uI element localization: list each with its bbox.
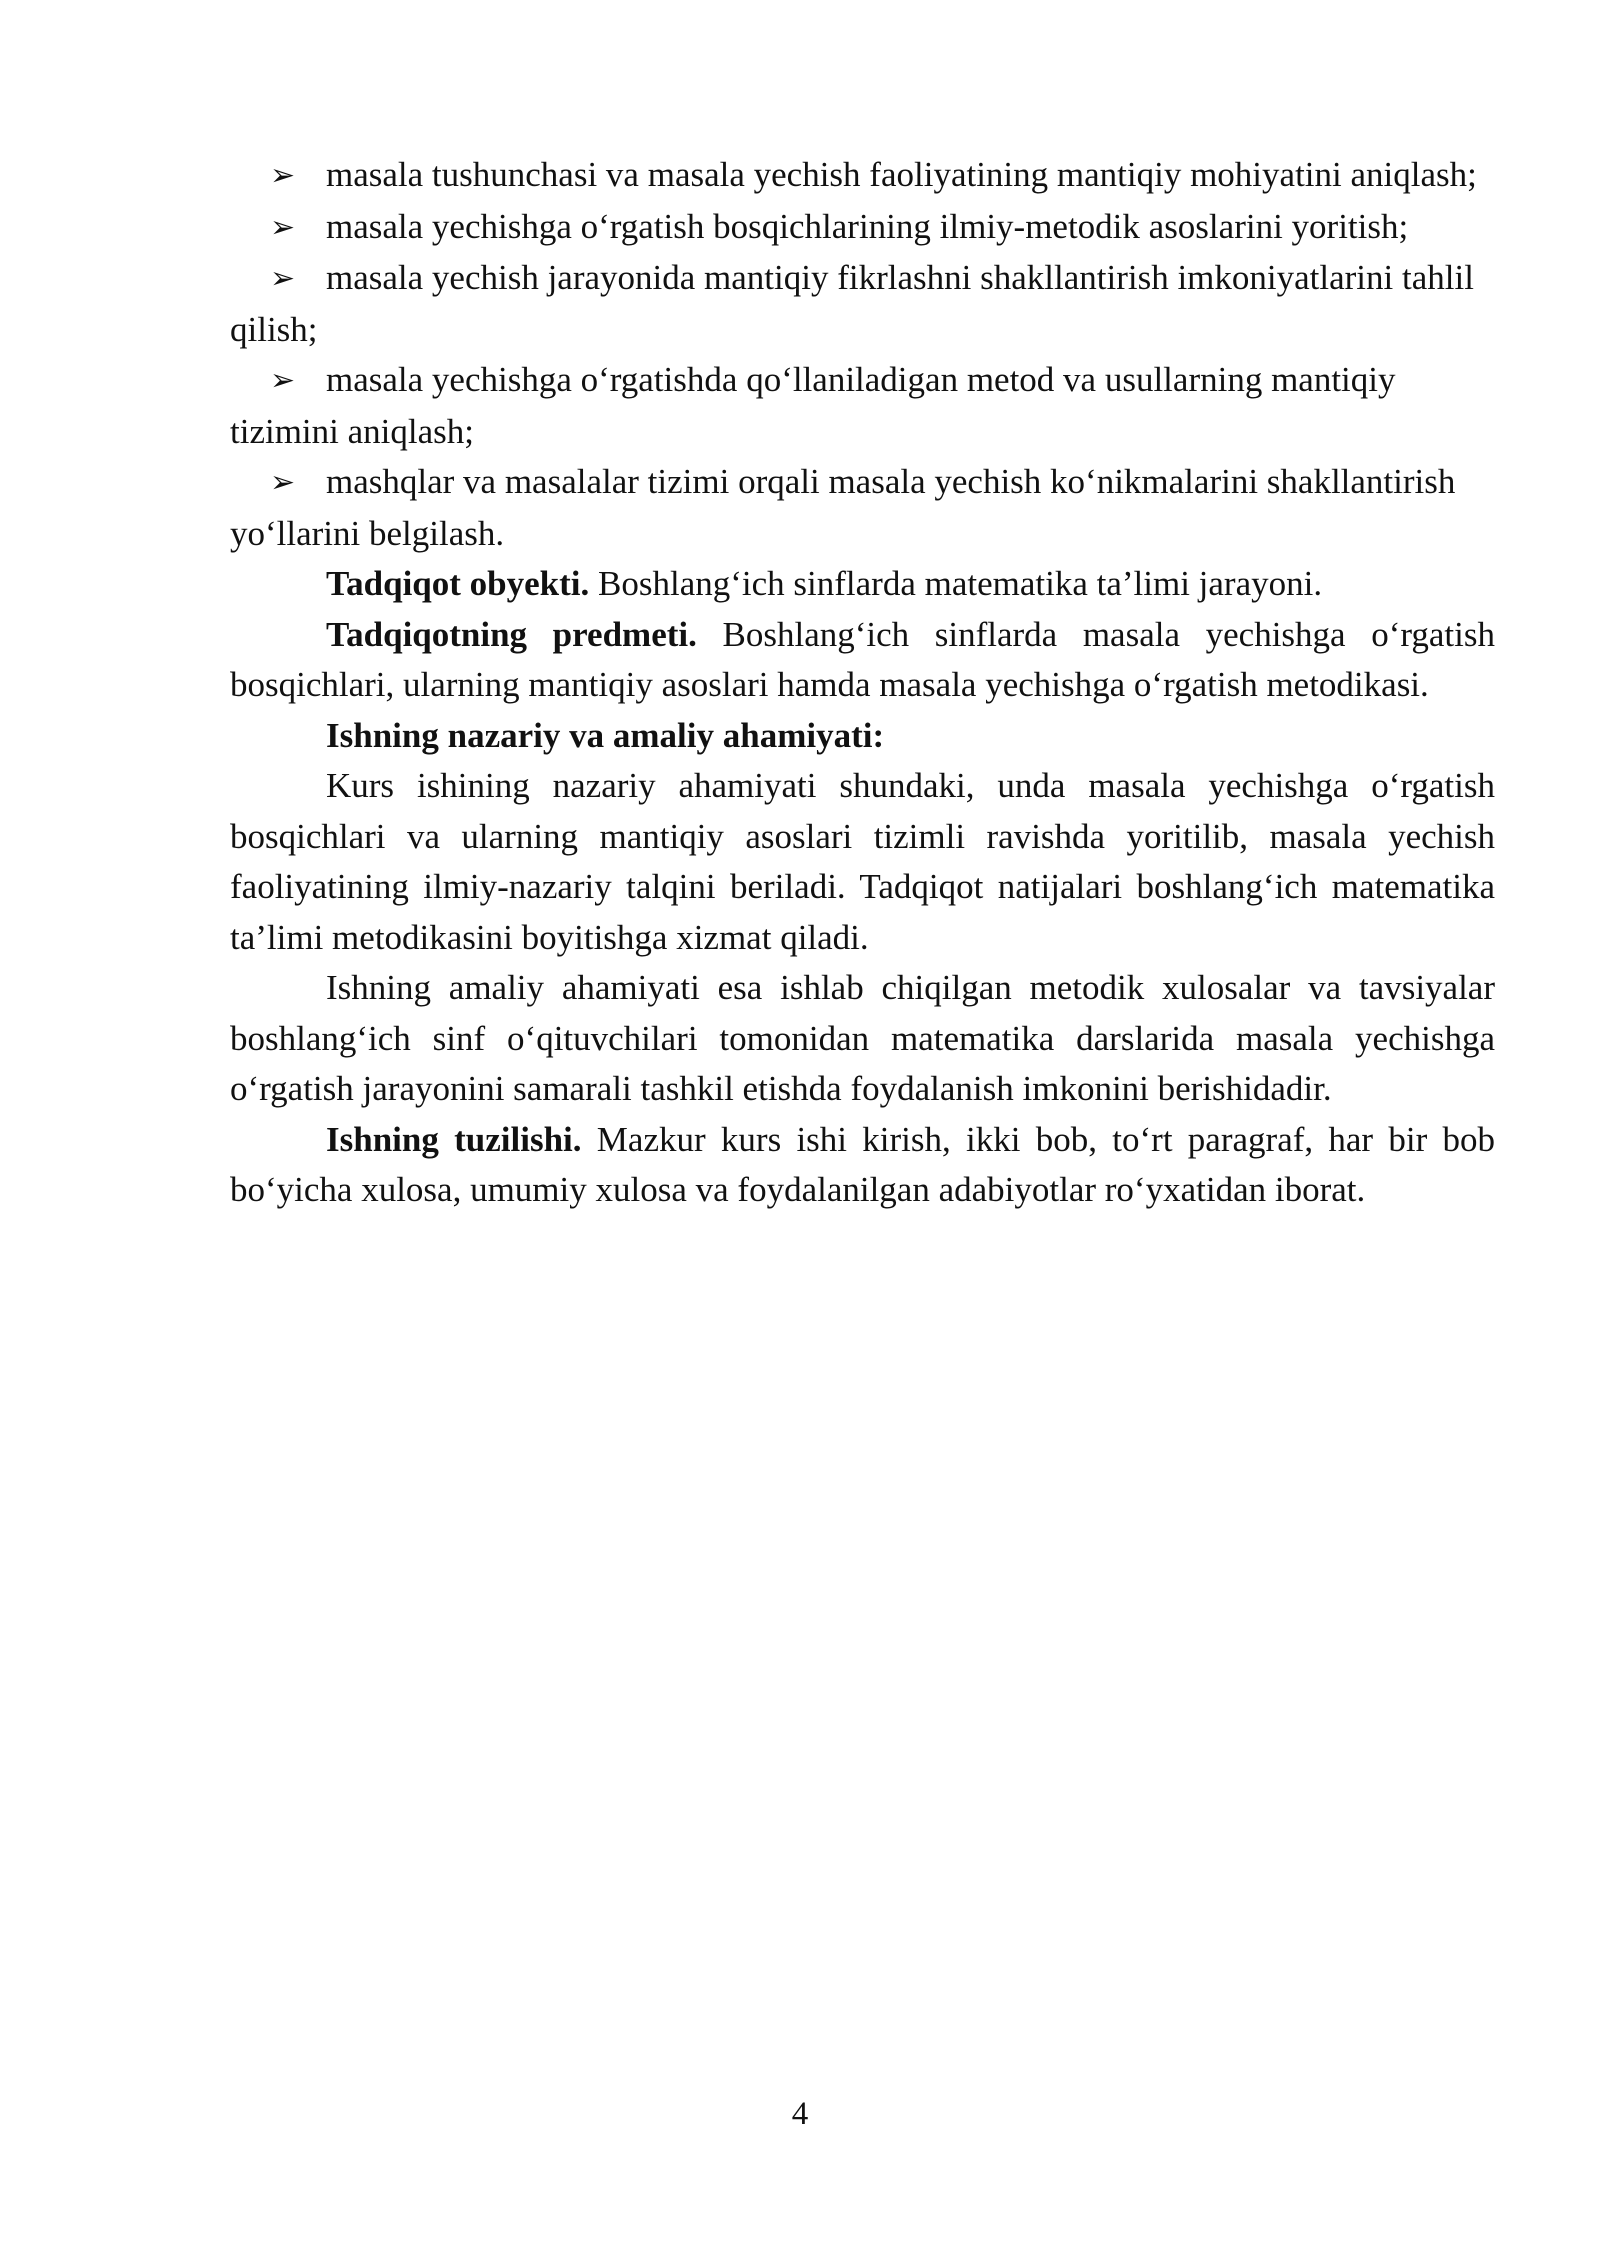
task-list-item (230, 355, 1495, 457)
task-list-item (230, 150, 1495, 202)
page-number: 4 (791, 2096, 809, 2132)
significance-heading: Ishning nazariy va amaliy ahamiyati: (326, 715, 885, 755)
research-object-heading: Tadqiqot obyekti. (326, 564, 590, 603)
arrowhead-bullet-icon: ➢ (270, 465, 296, 500)
work-structure-paragraph (230, 1115, 1495, 1216)
task-list-item-text: masala yechish jarayonida mantiqiy fikrlashni shakllantirish imkoniyatlarini tahlil qilish; (230, 258, 1474, 349)
arrowhead-bullet-icon: ➢ (270, 363, 296, 398)
work-structure-heading: Ishning tuzilishi. (326, 1119, 582, 1159)
research-object-text: Boshlang‘ich sinflarda matematika ta’limi jarayoni. (589, 564, 1323, 603)
theoretical-significance-paragraph: Kurs ishining nazariy ahamiyati shundaki, unda masala yechishga o‘rgatish bosqichlari va ularning mantiqiy asoslari tizimli ravishda yoritilib, masala yechish faoliyatining ilmiy-nazariy talqini beriladi. Tadqiqot natijalari boshlang‘ich matematika ta’limi metodikasini boyitishga xizmat qiladi. (230, 766, 1495, 957)
task-list-item-text: masala yechishga o‘rgatish bosqichlarining ilmiy-metodik asoslarini yoritish; (326, 206, 1409, 246)
page-content (230, 150, 1495, 1216)
work-structure-text: Mazkur kurs ishi kirish, ikki bob, to‘rt paragraf, har bir bob bo‘yicha xulosa, umumiy xulosa va foydalanilgan adabiyotlar ro‘yxatidan iborat. (230, 1119, 1496, 1209)
task-list-item-text: mashqlar va masalalar tizimi orqali masala yechish ko‘nikmalarini shakllantirish yo‘llarini belgilash. (230, 462, 1456, 553)
task-list-item (230, 457, 1495, 559)
research-subject-paragraph (230, 610, 1495, 711)
task-list-item-text: masala tushunchasi va masala yechish faoliyatining mantiqiy mohiyatini aniqlash; (326, 155, 1477, 194)
practical-significance-paragraph: Ishning amaliy ahamiyati esa ishlab chiqilgan metodik xulosalar va tavsiyalar boshlang‘ich sinf o‘qituvchilari tomonidan matematika darslarida masala yechishga o‘rgatish jarayonini samarali tashkil etishda foydalanish imkonini berishidadir. (230, 968, 1495, 1108)
arrowhead-bullet-icon: ➢ (270, 158, 296, 193)
task-list-item (230, 253, 1495, 355)
task-list-item-text: masala yechishga o‘rgatishda qo‘llaniladigan metod va usullarning mantiqiy tizimini aniqlash; (230, 360, 1396, 451)
research-subject-text: Boshlang‘ich sinflarda masala yechishga o‘rgatish bosqichlari, ularning mantiqiy asoslari hamda masala yechishga o‘rgatish metodikasi. (230, 614, 1495, 704)
research-object-paragraph (230, 559, 1495, 610)
significance-heading-paragraph (230, 711, 1495, 762)
research-subject-heading: Tadqiqotning predmeti. (326, 614, 697, 654)
arrowhead-bullet-icon: ➢ (270, 261, 296, 296)
task-list-item (230, 202, 1495, 254)
arrowhead-bullet-icon: ➢ (270, 209, 296, 245)
